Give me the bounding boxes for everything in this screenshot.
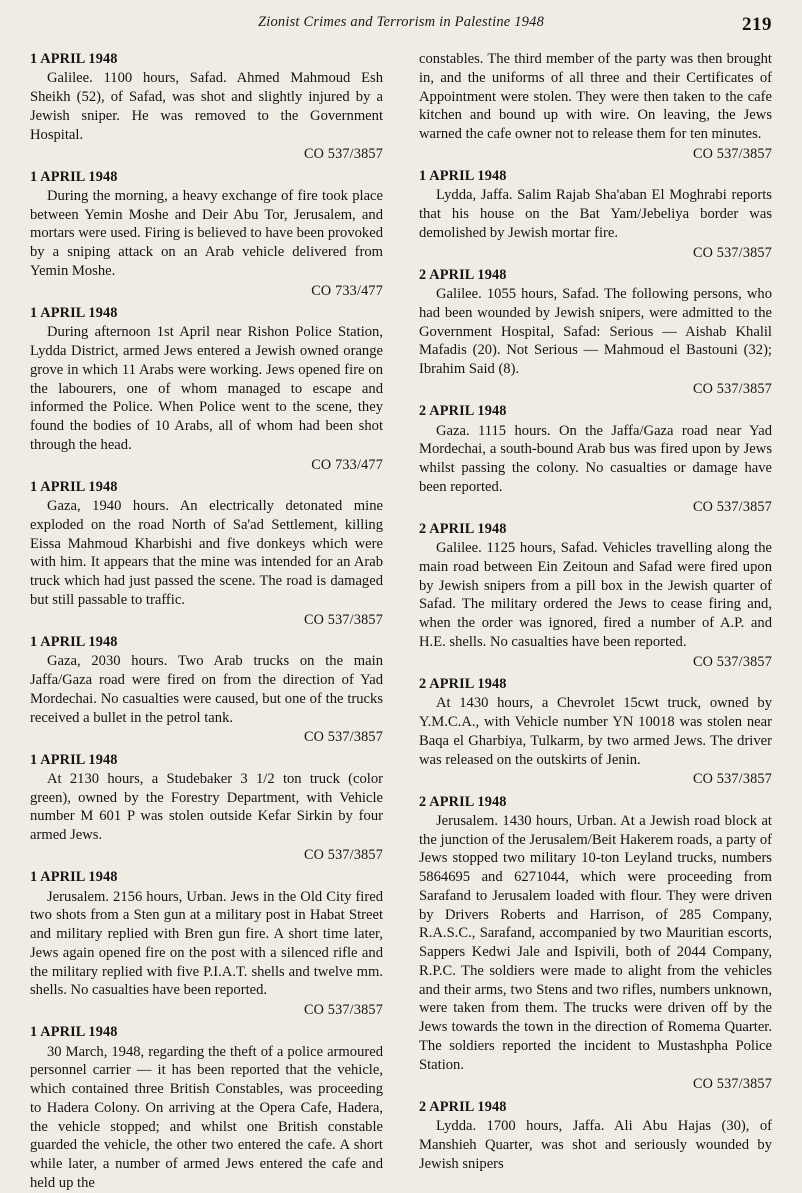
entry-reference: CO 537/3857	[692, 1076, 772, 1093]
entry-reference: CO 733/477	[311, 456, 383, 473]
entry-reference: CO 733/477	[311, 282, 383, 299]
page-number: 219	[742, 14, 772, 35]
entry-reference: CO 537/3857	[303, 146, 383, 163]
entry-heading: 2 APRIL 1948	[419, 675, 507, 692]
running-head-title: Zionist Crimes and Terrorism in Palestine 1948	[257, 14, 545, 30]
entry-body: Jerusalem. 2156 hours, Urban. Jews in the Old City fired two shots from a Sten gun at a military post in Habat Street and military replied with Bren gun fire. A short time later, Jews again opened fire on the post with a silenced rifle and the military replied with five P.I.A.T. shells and twelve mm. shells. No casualties have been reported.	[30, 888, 383, 999]
entry-reference: CO 537/3857	[692, 145, 772, 162]
entry-heading: 1 APRIL 1948	[30, 304, 118, 321]
entry-heading: 1 APRIL 1948	[30, 478, 118, 495]
entry-heading: 2 APRIL 1948	[419, 520, 507, 537]
entry-reference: CO 537/3857	[692, 244, 772, 261]
entry-body: Lydda. 1700 hours, Jaffa. Ali Abu Hajas (30), of Manshieh Quarter, was shot and seriously wounded by Jewish snipers	[419, 1118, 772, 1172]
entry-body: Gaza, 2030 hours. Two Arab trucks on the main Jaffa/Gaza road were fired on from the direction of Yad Mordechai. No casualties were caused, but one of the trucks received a bullet in the petrol tank.	[30, 653, 383, 726]
entry-heading: 2 APRIL 1948	[419, 1098, 507, 1115]
entry-reference: CO 537/3857	[692, 380, 772, 397]
entry-body: At 2130 hours, a Studebaker 3 1/2 ton truck (color green), owned by the Forestry Department, with Vehicle number M 601 P was stolen outside Kefar Sirkin by four armed Jews.	[30, 770, 383, 844]
entry-heading: 1 APRIL 1948	[30, 51, 118, 67]
entry-body: Lydda, Jaffa. Salim Rajab Sha'aban El Moghrabi reports that his house on the Bat Yam/Jebeliya border was demolished by Jewish mortar fire.	[419, 187, 772, 241]
entry-heading: 1 APRIL 1948	[419, 168, 507, 184]
entry-body: Gaza, 1940 hours. An electrically detonated mine exploded on the road North of Sa'ad Settlement, killing Eissa Mahmoud Kharbishi and five donkeys which were with him. It appears that the mine was intended for an Arab truck which had just passed the scene. The road is damaged but still passable to traffic.	[30, 498, 383, 608]
entry-body: Jerusalem. 1430 hours, Urban. At a Jewish road block at the junction of the Jerusalem/Beit Hakerem roads, a party of Jews stopped two military 10-ton Leyland trucks, numbers 5864695 and 6271044, which were proceeding from Sarafand to Jerusalem loaded with flour. They were driven by Drivers Roberts and Harrison, of 285 Company, R.A.S.C., Sarafand, accompanied by two Mauritian escorts, Sappers Kedwi Jale and Ispivili, both of 2044 Company, R.P.C. The soldiers were made to alight from the vehicles and their arms, two Stens and two rifles, numbers unknown, were taken from them. The trucks were driven off by the Jews towards the town in the direction of Romema Quarter. The soldiers reported the incident to Mustashpha Police Station.	[419, 812, 772, 1073]
entry-reference: CO 537/3857	[303, 846, 383, 863]
right-column	[419, 50, 772, 1172]
entry-reference: CO 537/3857	[692, 653, 772, 670]
entry-heading: 1 APRIL 1948	[30, 751, 118, 768]
entry-reference: CO 537/3857	[692, 498, 772, 515]
running-head	[30, 14, 772, 40]
entry-heading: 1 APRIL 1948	[30, 633, 118, 650]
entry-body: At 1430 hours, a Chevrolet 15cwt truck, owned by Y.M.C.A., with Vehicle number YN 10018 was stolen near Baqa el Gharbiya, Tulkarm, by two armed Jews. The driver was released on the outskirts of Jenin.	[419, 695, 772, 768]
entry-heading: 2 APRIL 1948	[419, 403, 507, 420]
entry-heading: 1 APRIL 1948	[30, 168, 118, 185]
entry-heading: 2 APRIL 1948	[419, 793, 507, 810]
continued-paragraph: constables. The third member of the party was then brought in, and the uniforms of all three and their Certificates of Appointment were stolen. They were then taken to the cafe kitchen and bound up with wire. On leaving, the Jews warned the cafe owner not to release them for ten minutes.	[419, 51, 772, 142]
entry-reference: CO 537/3857	[303, 611, 383, 628]
entry-body: During the morning, a heavy exchange of fire took place between Yemin Moshe and Deir Abu Tor, Jerusalem, and mortars were used. Firing is believed to have been provoked by a sniping attack on an Arab vehicle delivered from Yemin Moshe.	[30, 187, 383, 279]
entry-heading: 1 APRIL 1948	[30, 869, 118, 886]
entry-reference: CO 537/3857	[303, 729, 383, 746]
entry-body: Gaza. 1115 hours. On the Jaffa/Gaza road near Yad Mordechai, a south-bound Arab bus was fired upon by Jews whilst passing the colony. No casualties or damage have been reported.	[419, 422, 772, 495]
entry-reference: CO 537/3857	[303, 1002, 383, 1019]
entry-body: Galilee. 1055 hours, Safad. The following persons, who had been wounded by Jewish snipers, were admitted to the Government Hospital, Safad: Serious — Aishab Khalil Mafadis (20). Not Serious — Mahmoud el Bastouni (32); Ibrahim Said (8).	[419, 286, 772, 378]
left-column	[30, 50, 383, 1191]
text-columns	[30, 50, 772, 1191]
entry-heading: 1 APRIL 1948	[30, 1024, 118, 1041]
entry-reference: CO 537/3857	[692, 771, 772, 788]
entry-body: During afternoon 1st April near Rishon Police Station, Lydda District, armed Jews entered a Jewish owned orange grove in which 11 Arabs were working. Jews opened fire on the labourers, one of whom managed to escape and informed the Police. When Police went to the scene, they found the bodies of 10 Arabs, all of whom had been shot through the head.	[30, 324, 383, 453]
entry-body: Galilee. 1100 hours, Safad. Ahmed Mahmoud Esh Sheikh (52), of Safad, was shot and slightly injured by a Jewish sniper. He was removed to the Government Hospital.	[30, 70, 383, 143]
entry-body: Galilee. 1125 hours, Safad. Vehicles travelling along the main road between Ein Zeitoun and Safad were fired upon by Jewish snipers from a pill box in the Jewish quarter of Safad. The military ordered the Jews to cease firing and, when the order was ignored, fired a number of A.P. and H.E. shells. No casualties have been reported.	[419, 540, 772, 650]
entry-body: 30 March, 1948, regarding the theft of a police armoured personnel carrier — it has been reported that the vehicle, which contained three British Constables, was proceeding to Hadera Colony. On arriving at the Opera Cafe, Hadera, the vehicle stopped; and whilst one British constable guarded the vehicle, the other two entered the cafe. A short while later, a number of armed Jews entered the cafe and held up the	[30, 1043, 383, 1191]
entry-heading: 2 APRIL 1948	[419, 266, 507, 283]
